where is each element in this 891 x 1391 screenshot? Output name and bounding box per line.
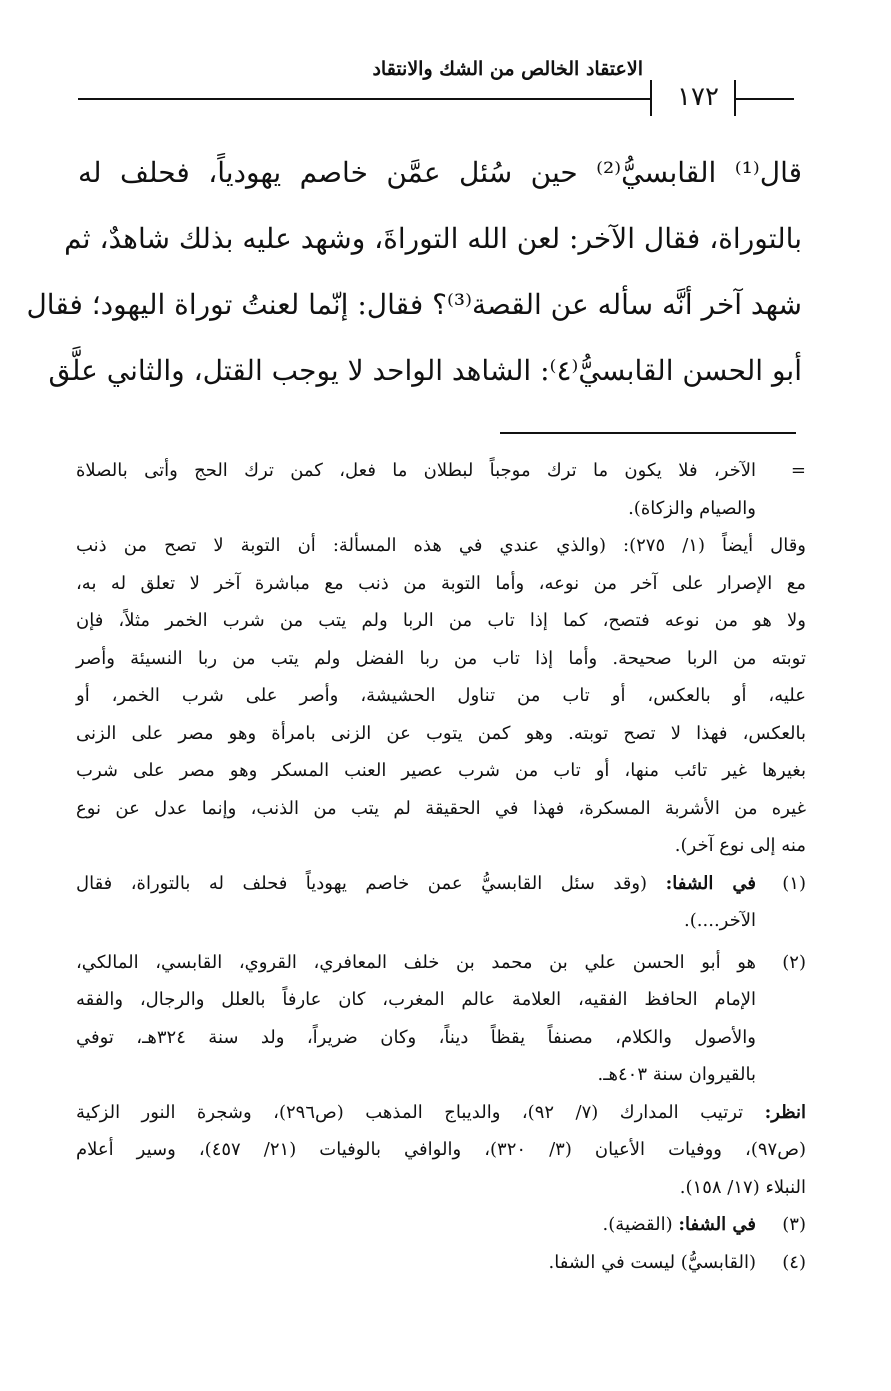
- footnote-quote: [76, 527, 806, 865]
- footnote-number: (٣): [782, 1214, 806, 1235]
- footnote-line: الآخر....).: [684, 910, 756, 931]
- footnote-2-sources: [76, 1094, 806, 1207]
- footnote-line: عليه، أو بالعكس، أو تاب من تناول الحشيشة، وأصر على شرب الخمر، أو: [76, 685, 806, 706]
- header-rule: [78, 98, 650, 100]
- footnote-lead: في الشفا:: [678, 1214, 756, 1235]
- footnote-text: (وقد سئل القابسيُّ عمن خاصم يهودياً فحلف له بالتوراة، فقال: [76, 872, 648, 894]
- footnote-line: والصيام والزكاة).: [628, 497, 756, 519]
- footnote-4: [76, 1244, 806, 1282]
- footnote-number: (١): [782, 872, 806, 894]
- footnote-line: هو أبو الحسن علي بن محمد بن خلف المعافري، القروي، القابسي، المالكي،: [76, 951, 756, 973]
- footnote-3: [76, 1206, 806, 1244]
- continuation-marker: =: [790, 460, 806, 481]
- footnote-number: (٤): [782, 1251, 806, 1273]
- footnote-lead: انظر:: [764, 1101, 806, 1123]
- footnote-line: (ص٩٧)، ووفيات الأعيان (٣/ ٣٢٠)، والوافي بالوفيات (٢١/ ٤٥٧)، وسير أعلام: [76, 1139, 806, 1160]
- main-text-line: قال⁽¹⁾ القابسيُّ⁽²⁾ حين سُئل عمَّن خاصم يهودياً، فحلف له: [78, 156, 802, 189]
- footnote-line: غيره من الأشربة المسكرة، فهذا في الحقيقة لم يتب من الذنب، وإنما عدل عن نوع: [76, 797, 806, 819]
- main-text-line: أبو الحسن القابسيُّ⁽٤⁾: الشاهد الواحد لا يوجب القتل، والثاني علَّق: [48, 354, 802, 387]
- header-rule-tick: [650, 80, 652, 116]
- main-text: [26, 140, 802, 404]
- footnote-number: (٢): [782, 951, 806, 973]
- footnote-separator: [500, 432, 796, 434]
- footnote-line: الآخر، فلا يكون ما ترك موجباً لبطلان ما فعل، كمن ترك الحج وأتى بالصلاة: [76, 460, 756, 481]
- footnote-line: منه إلى نوع آخر).: [674, 835, 806, 856]
- footnote-line: [76, 1206, 756, 1244]
- footnote-line: بالعكس، فهذا لا تصح توبته. وهو كمن يتوب عن الزنى بامرأة وهو مصر على الزنى: [76, 722, 806, 744]
- footnote-line: مع الإصرار على آخر من نوعه، وأما التوبة من ذنب مع مباشرة آخر لا تعلق له به،: [76, 572, 806, 594]
- footnote-line: وقال أيضاً (١/ ٢٧٥): (والذي عندي في هذه المسألة: أن التوبة لا تصح من ذنب: [76, 535, 806, 556]
- footnote-line: [76, 865, 756, 903]
- footnote-line: بالقيروان سنة ٤٠٣هـ.: [597, 1064, 756, 1085]
- main-text-line: بالتوراة، فقال الآخر: لعن الله التوراةَ، وشهد عليه بذلك شاهدٌ، ثم: [64, 222, 802, 255]
- footnote-2: [76, 944, 806, 1094]
- footnote-line: توبته من الربا صحيحة. وأما إذا تاب من ربا الفضل ولم يتب من ربا النسيئة وأصر: [76, 647, 806, 669]
- footnote-1: [76, 865, 806, 940]
- footnote-continuation: [76, 452, 806, 527]
- footnote-line: بغيرها غير تائب منها، أو تاب من شرب عصير العنب المسكر وهو مصر على شرب: [76, 760, 806, 781]
- footnote-lead: في الشفا:: [665, 872, 756, 894]
- footnote-line: ولا هو من نوعه فتصح، كما إذا تاب من الربا ولم يتب من شرب الخمر مثلاً، فإن: [76, 610, 806, 631]
- main-text-line: شهد آخر أنَّه سأله عن القصة⁽³⁾؟ فقال: إنّما لعنتُ توراة اليهود؛ فقال: [26, 288, 802, 321]
- footnote-text: ترتيب المدارك (٧/ ٩٢)، والديباج المذهب (ص٢٩٦)، وشجرة النور الزكية: [76, 1101, 744, 1123]
- header-rule: [736, 98, 794, 100]
- running-header-title: الاعتقاد الخالص من الشك والانتقاد: [372, 58, 643, 80]
- footnote-line: (القابسيُّ) ليست في الشفا.: [548, 1251, 756, 1273]
- footnote-line: النبلاء (١٧/ ١٥٨).: [679, 1176, 806, 1198]
- page-number: ١٧٢: [677, 82, 719, 112]
- footnotes: [76, 452, 806, 1281]
- footnote-line: [76, 1094, 806, 1132]
- footnote-text: (القضية).: [602, 1214, 673, 1235]
- footnote-line: الإمام الحافظ الفقيه، العلامة عالم المغرب، كان عارفاً بالعلل والرجال، والفقه: [76, 989, 756, 1010]
- footnote-line: والأصول والكلام، مصنفاً يقظاً ديناً، وكان ضريراً، ولد سنة ٣٢٤هـ، توفي: [76, 1026, 756, 1048]
